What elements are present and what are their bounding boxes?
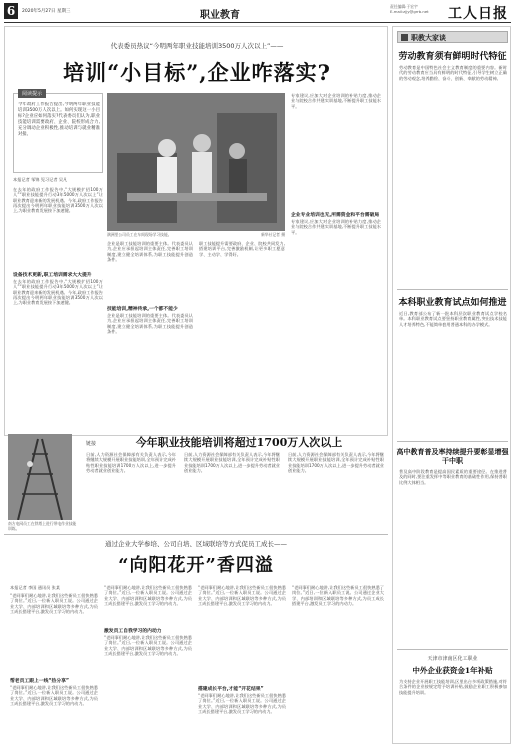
second-headline: 今年职业技能培训将超过1700万人次以上	[135, 436, 343, 449]
column-tag: 职教大家谈	[411, 34, 446, 42]
tower-photo	[8, 434, 72, 520]
lead-subhead-1: 设备技术更新,职工培训需求大大提升	[13, 273, 92, 278]
third-col1-text: “老同事们耐心地讲,让我们这些新员工很快熟悉了岗位。”近日,一位新入职员工说。公司通过企业大学、内部培训和区域联培等多种方式,为员工成长搭建平台,激发员工学习的内动力。	[10, 593, 98, 614]
intro-tag: 阅读提示	[18, 89, 46, 98]
sidebar-text-4: 为支持企业开展职工技能培训,区里出台多项政策措施,对符合条件的企业按规定给予培训补贴,鼓励企业职工积极参加技能提升培训。	[399, 679, 507, 695]
workers-image	[107, 93, 285, 231]
third-subhead-2: 激发员工自我学习的内动力	[104, 629, 162, 634]
newspaper-logo: 工人日报	[448, 6, 508, 22]
editor-info: 责任编辑:于宏宇 E-mail:zjjy@grrb.net	[390, 4, 429, 14]
column-tag-bar	[397, 31, 508, 43]
lead-col3-text: 职工技能提升需要政府、企业、院校共同发力,搭建培训平台,完善激励机制,让更多职工愿意学、主动学、学得好。	[199, 241, 285, 257]
sidebar-divider-3	[397, 649, 508, 650]
sidebar-headline-4: 中外企业获资金1年补贴	[412, 666, 493, 675]
lead-story	[4, 26, 388, 436]
third-headline: “向阳花开”香四溢	[118, 555, 274, 576]
lead-subhead-2: 技能培训,精神传承,一个都不能少	[107, 307, 178, 312]
sidebar-headline-2: 本科职业教育试点如何推进	[398, 298, 507, 308]
lead-col1-text-b: 在去年的政府工作报告中,“大规模扩招100万人”“职业技能提升行动3年5000万人次以上”让职业教育迎来新的发展机遇。今年,政府工作报告再次提出今明两年职业技能培训3500万人次以上,为职业教育发展按下加速键。	[13, 279, 103, 306]
lead-byline: 本报记者 邹锦 见习记者 吴凡	[13, 177, 68, 182]
transmission-tower-image	[8, 434, 72, 520]
third-col3-text: “老同事们耐心地讲,让我们这些新员工很快熟悉了岗位。”近日,一位新入职员工说。公司通过企业大学、内部培训和区域联培等多种方式,为员工成长搭建平台,激发员工学习的内动力。	[198, 585, 286, 606]
header-rule	[4, 22, 511, 23]
lead-kicker: 代表委员热议“今明两年职业技能培训3500万人次以上”——	[110, 42, 284, 50]
lead-headline: 培训“小目标”,企业咋落实?	[63, 60, 331, 85]
sidebar-divider-1	[397, 289, 508, 290]
third-story	[4, 534, 388, 744]
second-kicker: 链接	[86, 441, 97, 447]
second-photo-caption: 南方电网员工在铁塔上进行带电作业技能训练。	[8, 521, 77, 531]
second-text-3: 日前,人力资源社会保障部有关负责人表示,今年将继续大规模开展职业技能培训,全年预计完成补贴性职业技能培训1700万人次以上,进一步提升劳动者就业创业能力。	[288, 452, 384, 473]
lead-col4-text: 专家建议,应加大对企业培训的补贴力度,推动企业与院校合作共建实训基地,不断提升职工技能水平。	[291, 93, 381, 109]
lead-col2-text-b: 企业是职工技能培训的重要主体。代表委员认为,企业应承担起培训主体责任,完善职工培训制度,建立健全培训体系,为职工技能提升创造条件。	[107, 313, 193, 334]
lead-col1-text: 在去年的政府工作报告中,“大规模扩招100万人”“职业技能提升行动3年5000万人次以上”让职业教育迎来新的发展机遇。今年,政府工作报告再次提出今明两年职业技能培训3500万人次以上,为职业教育发展按下加速键。	[13, 187, 103, 214]
intro-box	[13, 93, 103, 173]
third-kicker: 通过企业大学参培、公司自培、区域联培等方式促员工成长——	[105, 540, 287, 548]
masthead	[0, 0, 515, 22]
third-subhead-1: 帮老员工跟上一线“热分享”	[10, 679, 70, 684]
second-text-2: 日前,人力资源社会保障部有关负责人表示,今年将继续大规模开展职业技能培训,全年预计完成补贴性职业技能培训1700万人次以上,进一步提升劳动者就业创业能力。	[184, 452, 280, 473]
third-col2-text: “老同事们耐心地讲,让我们这些新员工很快熟悉了岗位。”近日,一位新入职员工说。公司通过企业大学、内部培训和区域联培等多种方式,为员工成长搭建平台,激发员工学习的内动力。	[104, 585, 192, 606]
third-byline: 本报记者 李国 通讯员 张某	[10, 585, 61, 590]
sidebar-text-2: 近日,教育部公布了新一批本科层次职业教育试点学校名单。本科职业教育试点要坚持职业教育属性,突出技术技能人才培养特色,不能简单套用普通本科的办学模式。	[399, 311, 507, 327]
second-text-1: 日前,人力资源社会保障部有关负责人表示,今年将继续大规模开展职业技能培训,全年预计完成补贴性职业技能培训1700万人次以上,进一步提升劳动者就业创业能力。	[86, 452, 176, 473]
page-number: 6	[4, 3, 18, 19]
third-col4-text: “老同事们耐心地讲,让我们这些新员工很快熟悉了岗位。”近日,一位新入职员工说。公司通过企业大学、内部培训和区域联培等多种方式,为员工成长搭建平台,激发员工学习的内动力。	[292, 585, 384, 606]
third-col1-text-b: “老同事们耐心地讲,让我们这些新员工很快熟悉了岗位。”近日,一位新入职员工说。公司通过企业大学、内部培训和区域联培等多种方式,为员工成长搭建平台,激发员工学习的内动力。	[10, 685, 98, 706]
lead-photo	[107, 93, 285, 231]
lead-col4-text-b: 专家建议,应加大对企业培训的补贴力度,推动企业与院校合作共建实训基地,不断提升职工技能水平。	[291, 219, 381, 235]
third-col2-text-b: “老同事们耐心地讲,让我们这些新员工很快熟悉了岗位。”近日,一位新入职员工说。公司通过企业大学、内部培训和区域联培等多种方式,为员工成长搭建平台,激发员工学习的内动力。	[104, 635, 192, 656]
second-story	[4, 436, 388, 531]
sidebar-headline-3: 高中教育普及率持续提升要彰显增强干中职	[396, 447, 509, 465]
sidebar-divider-2	[397, 441, 508, 442]
lead-subhead-3: 企业专业培训也无,所需资金和平台需破局	[291, 213, 380, 218]
sidebar	[392, 26, 511, 744]
lead-photo-caption: 满洲里公司员工在车间现场学习技能。	[107, 232, 172, 237]
third-col3-text-b: “老同事们耐心地讲,让我们这些新员工很快熟悉了岗位。”近日,一位新入职员工说。公司通过企业大学、内部培训和区域联培等多种方式,为员工成长搭建平台,激发员工学习的内动力。	[198, 693, 286, 714]
sidebar-kicker-4: 天津市津南区化工职业	[427, 656, 478, 662]
issue-date: 2020年5月27日 星期三	[22, 9, 71, 14]
third-subhead-3: 搭建成长平台,才能“开花结果”	[198, 687, 264, 692]
column-tag-icon	[401, 34, 408, 41]
lead-photo-credit: 新华社记者 摄	[261, 232, 285, 237]
lead-col2-text: 企业是职工技能培训的重要主体。代表委员认为,企业应承担起培训主体责任,完善职工培训制度,建立健全培训体系,为职工技能提升创造条件。	[107, 241, 193, 262]
sidebar-text-1: 劳动教育是中国特色社会主义教育制度的重要内容。新时代的劳动教育应当具有鲜明的时代特征,引导学生树立正确的劳动观念,培养勤俭、奋斗、创新、奉献的劳动精神。	[399, 65, 507, 81]
intro-text: 今年政府工作报告提出,今明两年职业技能培训3500万人次以上。如何实现这一小目标?企业应如何落实?代表委员们认为,职业技能培训需要政府、企业、院校形成合力,充分调动企业积极性,推动培训与就业精准对接。	[18, 102, 100, 137]
sidebar-headline-1: 劳动教育须有鲜明时代特征	[398, 52, 507, 62]
section-title: 职业教育	[200, 10, 240, 21]
sidebar-text-3: 普及高中阶段教育是提高国民素质的重要途径。在推进普及的同时,要注重发挥中等职业教育的基础性作用,保持普职比例大体相当。	[399, 469, 507, 485]
